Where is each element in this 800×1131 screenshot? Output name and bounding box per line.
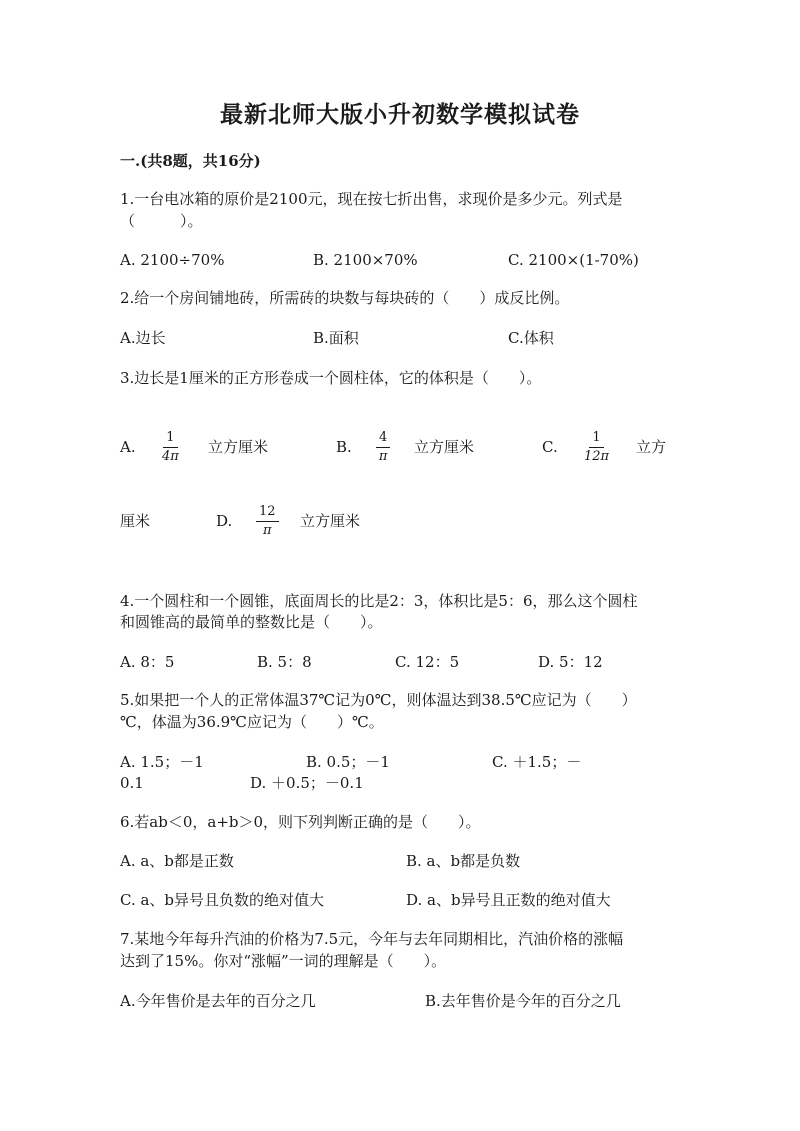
question-3-option-a-fraction — [162, 430, 179, 465]
fraction-numerator: 1 — [163, 430, 177, 448]
question-3-option-d-label: D. — [216, 512, 233, 530]
question-1-option-a: A. 2100÷70% — [120, 251, 225, 269]
question-1-option-b: B. 2100×70% — [313, 251, 418, 269]
question-5-option-a: A. 1.5；－1 — [120, 753, 204, 771]
question-4-text-line-1: 4.一个圆柱和一个圆锥，底面周长的比是2：3，体积比是5：6，那么这个圆柱 — [120, 592, 638, 610]
question-3-option-c-unit: 立方 — [636, 438, 667, 456]
question-7-option-b: B.去年售价是今年的百分之几 — [425, 992, 621, 1010]
question-6-text: 6.若ab＜0，a+b＞0，则下列判断正确的是（ ）。 — [120, 813, 481, 831]
question-1-text-line-1: 1.一台电冰箱的原价是2100元，现在按七折出售，求现价是多少元。列式是 — [120, 190, 623, 208]
question-2-option-c: C.体积 — [508, 329, 554, 347]
fraction-denominator: 4π — [162, 449, 179, 464]
question-3-option-c-unit-continued: 厘米 — [120, 512, 151, 530]
question-1-text-line-2: （ ）。 — [120, 212, 203, 230]
fraction-denominator: π — [378, 449, 388, 464]
question-4-option-a: A. 8：5 — [120, 653, 175, 671]
question-1-option-c: C. 2100×(1-70%) — [508, 251, 639, 269]
question-7-text-line-1: 7.某地今年每升汽油的价格为7.5元，今年与去年同期相比，汽油价格的涨幅 — [120, 930, 624, 948]
question-6-option-d: D. a、b异号且正数的绝对值大 — [406, 891, 611, 909]
question-5-text-line-1: 5.如果把一个人的正常体温37℃记为0℃，则体温达到38.5℃应记为（ ） — [120, 691, 637, 709]
question-3-option-b-fraction — [376, 430, 390, 465]
question-4-option-b: B. 5：8 — [257, 653, 312, 671]
question-2-option-a: A.边长 — [120, 329, 166, 347]
question-2-option-b: B.面积 — [313, 329, 359, 347]
question-5-option-c-continued: 0.1 — [120, 774, 144, 792]
question-5-option-b: B. 0.5；－1 — [306, 753, 390, 771]
fraction-numerator: 4 — [376, 430, 390, 448]
question-6-option-a: A. a、b都是正数 — [120, 852, 234, 870]
question-4-option-c: C. 12：5 — [395, 653, 460, 671]
question-3-option-a-label: A. — [120, 438, 136, 456]
fraction-numerator: 1 — [589, 430, 603, 448]
question-2-text: 2.给一个房间铺地砖，所需砖的块数与每块砖的（ ）成反比例。 — [120, 289, 570, 307]
question-3-option-d-fraction — [256, 504, 279, 539]
question-3-option-d-unit: 立方厘米 — [300, 512, 361, 530]
question-3-option-b-unit: 立方厘米 — [414, 438, 475, 456]
question-3-option-c-label: C. — [542, 438, 558, 456]
question-7-text-line-2: 达到了15%。你对“涨幅”一词的理解是（ ）。 — [120, 952, 447, 970]
fraction-denominator: π — [263, 523, 272, 538]
section-heading: 一.(共8题，共16分) — [120, 152, 261, 170]
question-7-option-a: A.今年售价是去年的百分之几 — [120, 992, 316, 1010]
question-6-option-b: B. a、b都是负数 — [406, 852, 521, 870]
question-3-option-a-unit: 立方厘米 — [208, 438, 269, 456]
fraction-numerator: 12 — [256, 504, 279, 522]
fraction-denominator: 12π — [584, 449, 610, 464]
question-4-text-line-2: 和圆锥高的最简单的整数比是（ ）。 — [120, 613, 383, 631]
page-title: 最新北师大版小升初数学模拟试卷 — [220, 101, 580, 128]
question-3-text: 3.边长是1厘米的正方形卷成一个圆柱体，它的体积是（ ）。 — [120, 369, 542, 387]
question-3-option-c-fraction — [584, 430, 609, 465]
question-5-option-d: D. ＋0.5；－0.1 — [250, 774, 364, 792]
question-5-option-c: C. ＋1.5；－ — [492, 753, 582, 771]
question-3-option-b-label: B. — [336, 438, 352, 456]
question-6-option-c: C. a、b异号且负数的绝对值大 — [120, 891, 325, 909]
question-5-text-line-2: ℃，体温为36.9℃应记为（ ）℃。 — [120, 713, 384, 731]
question-4-option-d: D. 5：12 — [538, 653, 603, 671]
